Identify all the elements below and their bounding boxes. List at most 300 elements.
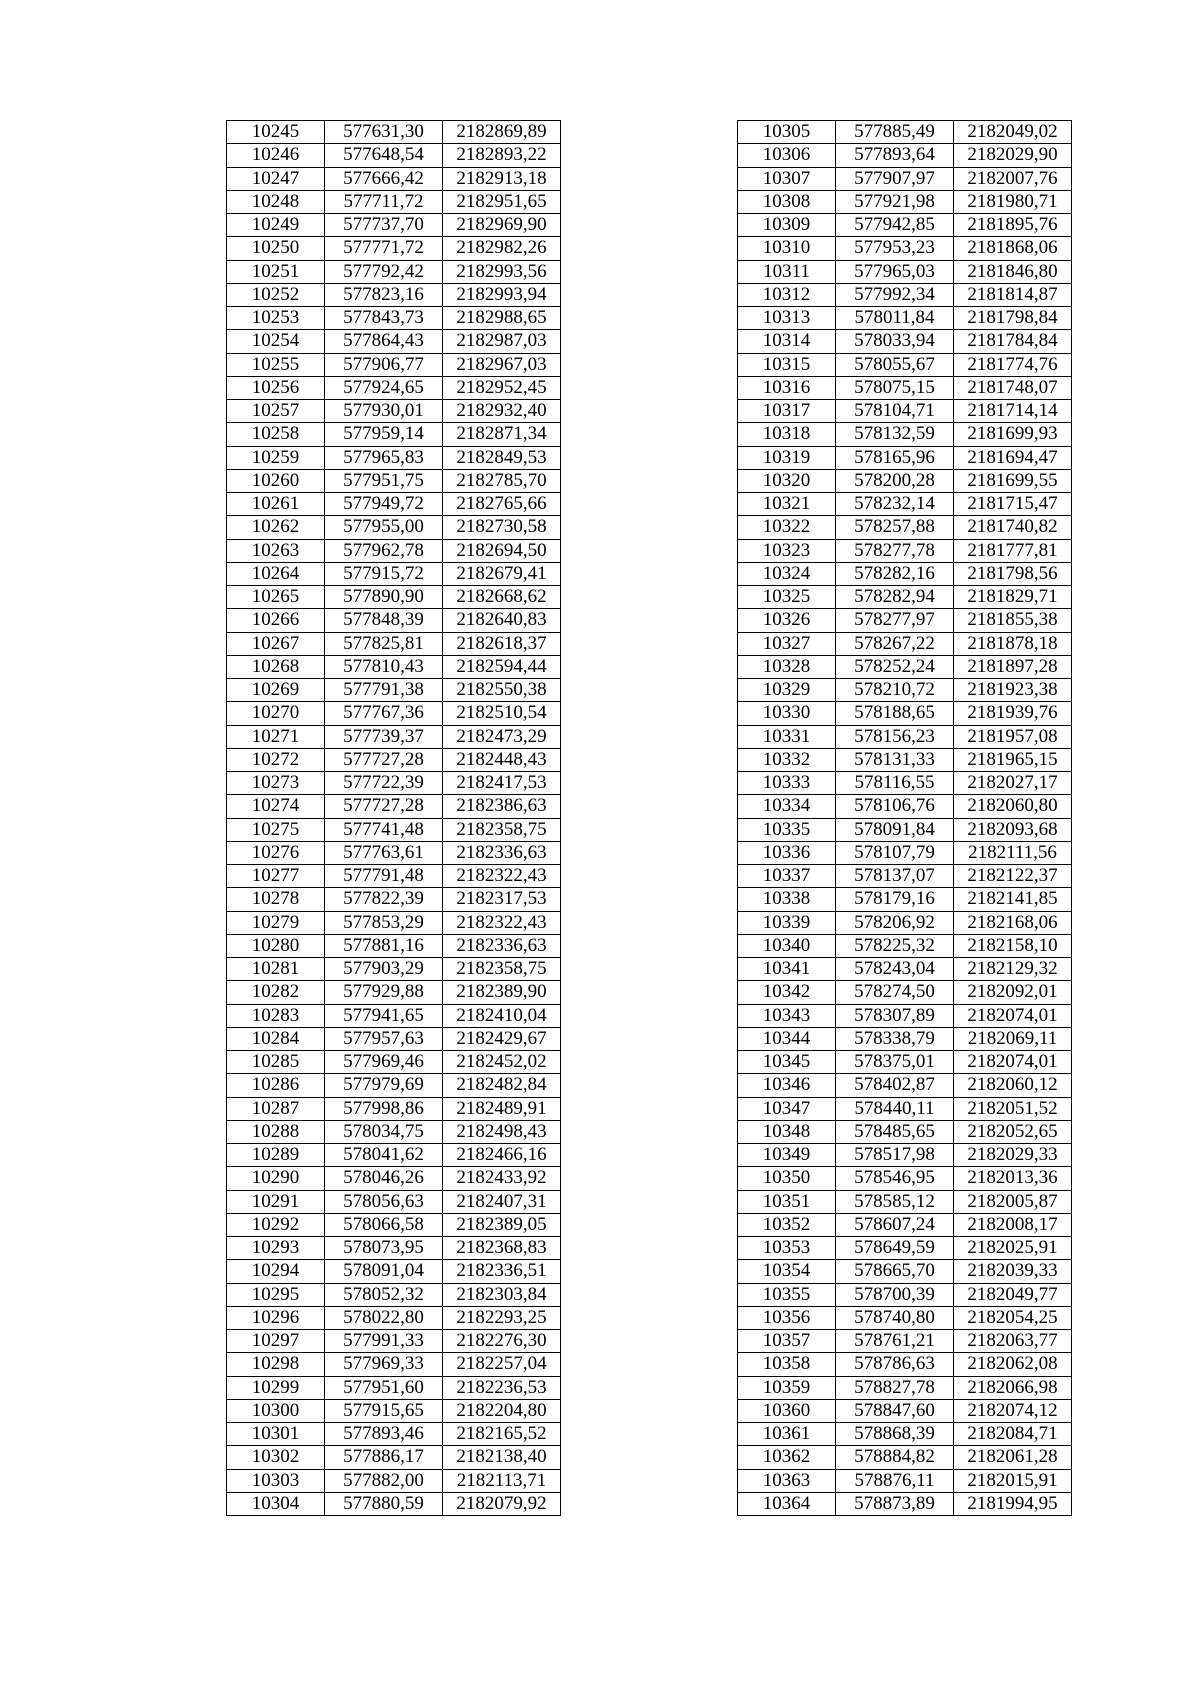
table-row xyxy=(738,1306,1072,1329)
point-number-cell: 10351 xyxy=(738,1190,836,1213)
y-coordinate-cell: 2182007,76 xyxy=(954,167,1072,190)
table-row xyxy=(227,981,561,1004)
point-number-cell: 10348 xyxy=(738,1120,836,1143)
point-number-cell: 10360 xyxy=(738,1399,836,1422)
x-coordinate-cell: 577886,17 xyxy=(325,1446,443,1469)
y-coordinate-cell: 2182165,52 xyxy=(443,1423,561,1446)
y-coordinate-cell: 2182982,26 xyxy=(443,237,561,260)
point-number-cell: 10263 xyxy=(227,539,325,562)
table-row xyxy=(227,283,561,306)
point-number-cell: 10282 xyxy=(227,981,325,1004)
x-coordinate-cell: 578075,15 xyxy=(836,376,954,399)
table-row xyxy=(227,888,561,911)
y-coordinate-cell: 2182550,38 xyxy=(443,679,561,702)
table-row xyxy=(738,911,1072,934)
point-number-cell: 10341 xyxy=(738,958,836,981)
table-row xyxy=(227,1004,561,1027)
y-coordinate-cell: 2182005,87 xyxy=(954,1190,1072,1213)
x-coordinate-cell: 577771,72 xyxy=(325,237,443,260)
y-coordinate-cell: 2182969,90 xyxy=(443,214,561,237)
point-number-cell: 10261 xyxy=(227,493,325,516)
point-number-cell: 10326 xyxy=(738,609,836,632)
x-coordinate-cell: 577631,30 xyxy=(325,121,443,144)
point-number-cell: 10359 xyxy=(738,1376,836,1399)
y-coordinate-cell: 2182336,51 xyxy=(443,1260,561,1283)
table-row xyxy=(227,1213,561,1236)
point-number-cell: 10305 xyxy=(738,121,836,144)
y-coordinate-cell: 2182640,83 xyxy=(443,609,561,632)
table-row xyxy=(738,702,1072,725)
y-coordinate-cell: 2182498,43 xyxy=(443,1120,561,1143)
table-row xyxy=(738,1283,1072,1306)
point-number-cell: 10259 xyxy=(227,446,325,469)
table-row xyxy=(227,1190,561,1213)
table-row xyxy=(227,655,561,678)
table-row xyxy=(738,144,1072,167)
x-coordinate-cell: 577880,59 xyxy=(325,1492,443,1515)
point-number-cell: 10276 xyxy=(227,841,325,864)
y-coordinate-cell: 2181740,82 xyxy=(954,516,1072,539)
point-number-cell: 10330 xyxy=(738,702,836,725)
y-coordinate-cell: 2181939,76 xyxy=(954,702,1072,725)
x-coordinate-cell: 578107,79 xyxy=(836,841,954,864)
y-coordinate-cell: 2181897,28 xyxy=(954,655,1072,678)
y-coordinate-cell: 2182679,41 xyxy=(443,562,561,585)
table-row xyxy=(227,865,561,888)
table-row xyxy=(227,307,561,330)
y-coordinate-cell: 2182389,90 xyxy=(443,981,561,1004)
x-coordinate-cell: 578210,72 xyxy=(836,679,954,702)
y-coordinate-cell: 2182849,53 xyxy=(443,446,561,469)
y-coordinate-cell: 2182410,04 xyxy=(443,1004,561,1027)
y-coordinate-cell: 2182025,91 xyxy=(954,1237,1072,1260)
y-coordinate-cell: 2182129,32 xyxy=(954,958,1072,981)
table-row xyxy=(227,1469,561,1492)
table-row xyxy=(227,1423,561,1446)
table-row xyxy=(227,586,561,609)
point-number-cell: 10245 xyxy=(227,121,325,144)
table-row xyxy=(738,1051,1072,1074)
table-row xyxy=(227,353,561,376)
y-coordinate-cell: 2182276,30 xyxy=(443,1330,561,1353)
y-coordinate-cell: 2181714,14 xyxy=(954,400,1072,423)
y-coordinate-cell: 2181715,47 xyxy=(954,493,1072,516)
point-number-cell: 10256 xyxy=(227,376,325,399)
y-coordinate-cell: 2182052,65 xyxy=(954,1120,1072,1143)
table-row xyxy=(227,934,561,957)
y-coordinate-cell: 2182257,04 xyxy=(443,1353,561,1376)
y-coordinate-cell: 2182204,80 xyxy=(443,1399,561,1422)
x-coordinate-cell: 577737,70 xyxy=(325,214,443,237)
point-number-cell: 10325 xyxy=(738,586,836,609)
table-row xyxy=(227,1097,561,1120)
table-row xyxy=(227,1306,561,1329)
table-row xyxy=(738,679,1072,702)
table-row xyxy=(738,1144,1072,1167)
point-number-cell: 10356 xyxy=(738,1306,836,1329)
point-number-cell: 10337 xyxy=(738,865,836,888)
y-coordinate-cell: 2182869,89 xyxy=(443,121,561,144)
point-number-cell: 10268 xyxy=(227,655,325,678)
point-number-cell: 10280 xyxy=(227,934,325,957)
x-coordinate-cell: 578033,94 xyxy=(836,330,954,353)
point-number-cell: 10316 xyxy=(738,376,836,399)
x-coordinate-cell: 577791,38 xyxy=(325,679,443,702)
x-coordinate-cell: 577903,29 xyxy=(325,958,443,981)
y-coordinate-cell: 2182932,40 xyxy=(443,400,561,423)
point-number-cell: 10271 xyxy=(227,725,325,748)
table-row xyxy=(738,307,1072,330)
y-coordinate-cell: 2182993,56 xyxy=(443,260,561,283)
point-number-cell: 10303 xyxy=(227,1469,325,1492)
point-number-cell: 10296 xyxy=(227,1306,325,1329)
x-coordinate-cell: 578277,97 xyxy=(836,609,954,632)
point-number-cell: 10267 xyxy=(227,632,325,655)
x-coordinate-cell: 577921,98 xyxy=(836,190,954,213)
x-coordinate-cell: 578232,14 xyxy=(836,493,954,516)
x-coordinate-cell: 577942,85 xyxy=(836,214,954,237)
x-coordinate-cell: 577881,16 xyxy=(325,934,443,957)
point-number-cell: 10290 xyxy=(227,1167,325,1190)
point-number-cell: 10265 xyxy=(227,586,325,609)
table-row xyxy=(227,911,561,934)
y-coordinate-cell: 2181846,80 xyxy=(954,260,1072,283)
y-coordinate-cell: 2181994,95 xyxy=(954,1492,1072,1515)
table-row xyxy=(738,818,1072,841)
point-number-cell: 10258 xyxy=(227,423,325,446)
point-number-cell: 10284 xyxy=(227,1027,325,1050)
x-coordinate-cell: 577825,81 xyxy=(325,632,443,655)
y-coordinate-cell: 2182452,02 xyxy=(443,1051,561,1074)
x-coordinate-cell: 577648,54 xyxy=(325,144,443,167)
y-coordinate-cell: 2182482,84 xyxy=(443,1074,561,1097)
table-row xyxy=(738,400,1072,423)
table-row xyxy=(738,795,1072,818)
table-row xyxy=(227,795,561,818)
y-coordinate-cell: 2182322,43 xyxy=(443,865,561,888)
table-row xyxy=(227,1260,561,1283)
x-coordinate-cell: 578876,11 xyxy=(836,1469,954,1492)
table-row xyxy=(738,981,1072,1004)
table-row xyxy=(738,1213,1072,1236)
y-coordinate-cell: 2182079,92 xyxy=(443,1492,561,1515)
point-number-cell: 10270 xyxy=(227,702,325,725)
table-row xyxy=(227,260,561,283)
y-coordinate-cell: 2182015,91 xyxy=(954,1469,1072,1492)
table-row xyxy=(227,330,561,353)
y-coordinate-cell: 2181855,38 xyxy=(954,609,1072,632)
x-coordinate-cell: 578827,78 xyxy=(836,1376,954,1399)
table-row xyxy=(227,702,561,725)
y-coordinate-cell: 2182158,10 xyxy=(954,934,1072,957)
table-row xyxy=(227,748,561,771)
point-number-cell: 10298 xyxy=(227,1353,325,1376)
x-coordinate-cell: 578440,11 xyxy=(836,1097,954,1120)
y-coordinate-cell: 2182358,75 xyxy=(443,818,561,841)
y-coordinate-cell: 2181694,47 xyxy=(954,446,1072,469)
point-number-cell: 10306 xyxy=(738,144,836,167)
y-coordinate-cell: 2181774,76 xyxy=(954,353,1072,376)
x-coordinate-cell: 577915,72 xyxy=(325,562,443,585)
y-coordinate-cell: 2181699,93 xyxy=(954,423,1072,446)
point-number-cell: 10288 xyxy=(227,1120,325,1143)
table-row xyxy=(227,423,561,446)
x-coordinate-cell: 578104,71 xyxy=(836,400,954,423)
x-coordinate-cell: 577882,00 xyxy=(325,1469,443,1492)
point-number-cell: 10336 xyxy=(738,841,836,864)
coordinates-table-right xyxy=(737,120,1072,1516)
y-coordinate-cell: 2182062,08 xyxy=(954,1353,1072,1376)
y-coordinate-cell: 2182694,50 xyxy=(443,539,561,562)
x-coordinate-cell: 577929,88 xyxy=(325,981,443,1004)
table-row xyxy=(738,167,1072,190)
point-number-cell: 10289 xyxy=(227,1144,325,1167)
y-coordinate-cell: 2182111,56 xyxy=(954,841,1072,864)
point-number-cell: 10279 xyxy=(227,911,325,934)
x-coordinate-cell: 578116,55 xyxy=(836,772,954,795)
y-coordinate-cell: 2182092,01 xyxy=(954,981,1072,1004)
point-number-cell: 10338 xyxy=(738,888,836,911)
y-coordinate-cell: 2182368,83 xyxy=(443,1237,561,1260)
point-number-cell: 10315 xyxy=(738,353,836,376)
y-coordinate-cell: 2181895,76 xyxy=(954,214,1072,237)
y-coordinate-cell: 2182618,37 xyxy=(443,632,561,655)
x-coordinate-cell: 578375,01 xyxy=(836,1051,954,1074)
y-coordinate-cell: 2182060,12 xyxy=(954,1074,1072,1097)
x-coordinate-cell: 578546,95 xyxy=(836,1167,954,1190)
point-number-cell: 10328 xyxy=(738,655,836,678)
point-number-cell: 10313 xyxy=(738,307,836,330)
table-row xyxy=(738,493,1072,516)
x-coordinate-cell: 578156,23 xyxy=(836,725,954,748)
y-coordinate-cell: 2182141,85 xyxy=(954,888,1072,911)
point-number-cell: 10278 xyxy=(227,888,325,911)
table-row xyxy=(227,539,561,562)
point-number-cell: 10246 xyxy=(227,144,325,167)
x-coordinate-cell: 577823,16 xyxy=(325,283,443,306)
table-row xyxy=(738,1492,1072,1515)
point-number-cell: 10314 xyxy=(738,330,836,353)
point-number-cell: 10297 xyxy=(227,1330,325,1353)
table-row xyxy=(738,655,1072,678)
y-coordinate-cell: 2182061,28 xyxy=(954,1446,1072,1469)
table-row xyxy=(227,609,561,632)
y-coordinate-cell: 2182293,25 xyxy=(443,1306,561,1329)
y-coordinate-cell: 2181878,18 xyxy=(954,632,1072,655)
x-coordinate-cell: 578243,04 xyxy=(836,958,954,981)
y-coordinate-cell: 2182074,01 xyxy=(954,1004,1072,1027)
x-coordinate-cell: 578252,24 xyxy=(836,655,954,678)
point-number-cell: 10317 xyxy=(738,400,836,423)
point-number-cell: 10299 xyxy=(227,1376,325,1399)
y-coordinate-cell: 2181798,56 xyxy=(954,562,1072,585)
y-coordinate-cell: 2182013,36 xyxy=(954,1167,1072,1190)
point-number-cell: 10302 xyxy=(227,1446,325,1469)
x-coordinate-cell: 577893,46 xyxy=(325,1423,443,1446)
table-row xyxy=(738,353,1072,376)
x-coordinate-cell: 578402,87 xyxy=(836,1074,954,1097)
table-row xyxy=(738,539,1072,562)
table-row xyxy=(227,1051,561,1074)
point-number-cell: 10346 xyxy=(738,1074,836,1097)
point-number-cell: 10272 xyxy=(227,748,325,771)
table-row xyxy=(738,562,1072,585)
x-coordinate-cell: 577791,48 xyxy=(325,865,443,888)
x-coordinate-cell: 578847,60 xyxy=(836,1399,954,1422)
table-row xyxy=(738,1167,1072,1190)
x-coordinate-cell: 578091,84 xyxy=(836,818,954,841)
point-number-cell: 10283 xyxy=(227,1004,325,1027)
y-coordinate-cell: 2182322,43 xyxy=(443,911,561,934)
y-coordinate-cell: 2182084,71 xyxy=(954,1423,1072,1446)
point-number-cell: 10249 xyxy=(227,214,325,237)
y-coordinate-cell: 2182168,06 xyxy=(954,911,1072,934)
table-row xyxy=(227,144,561,167)
x-coordinate-cell: 577666,42 xyxy=(325,167,443,190)
point-number-cell: 10318 xyxy=(738,423,836,446)
point-number-cell: 10248 xyxy=(227,190,325,213)
table-row xyxy=(738,934,1072,957)
y-coordinate-cell: 2181784,84 xyxy=(954,330,1072,353)
x-coordinate-cell: 577930,01 xyxy=(325,400,443,423)
table-row xyxy=(738,1446,1072,1469)
x-coordinate-cell: 577848,39 xyxy=(325,609,443,632)
point-number-cell: 10340 xyxy=(738,934,836,957)
point-number-cell: 10307 xyxy=(738,167,836,190)
y-coordinate-cell: 2182122,37 xyxy=(954,865,1072,888)
x-coordinate-cell: 578066,58 xyxy=(325,1213,443,1236)
x-coordinate-cell: 577843,73 xyxy=(325,307,443,330)
table-row xyxy=(738,1074,1072,1097)
point-number-cell: 10300 xyxy=(227,1399,325,1422)
x-coordinate-cell: 577767,36 xyxy=(325,702,443,725)
x-coordinate-cell: 578868,39 xyxy=(836,1423,954,1446)
y-coordinate-cell: 2182358,75 xyxy=(443,958,561,981)
y-coordinate-cell: 2182785,70 xyxy=(443,469,561,492)
y-coordinate-cell: 2181777,81 xyxy=(954,539,1072,562)
table-row xyxy=(227,1027,561,1050)
point-number-cell: 10349 xyxy=(738,1144,836,1167)
table-row xyxy=(227,1353,561,1376)
y-coordinate-cell: 2182074,12 xyxy=(954,1399,1072,1422)
x-coordinate-cell: 578607,24 xyxy=(836,1213,954,1236)
table-row xyxy=(738,237,1072,260)
x-coordinate-cell: 578011,84 xyxy=(836,307,954,330)
x-coordinate-cell: 577853,29 xyxy=(325,911,443,934)
x-coordinate-cell: 578046,26 xyxy=(325,1167,443,1190)
x-coordinate-cell: 578485,65 xyxy=(836,1120,954,1143)
point-number-cell: 10345 xyxy=(738,1051,836,1074)
y-coordinate-cell: 2182236,53 xyxy=(443,1376,561,1399)
table-row xyxy=(738,865,1072,888)
x-coordinate-cell: 578188,65 xyxy=(836,702,954,725)
table-row xyxy=(738,609,1072,632)
x-coordinate-cell: 578517,98 xyxy=(836,1144,954,1167)
table-row xyxy=(738,190,1072,213)
y-coordinate-cell: 2182027,17 xyxy=(954,772,1072,795)
point-number-cell: 10293 xyxy=(227,1237,325,1260)
table-row xyxy=(738,725,1072,748)
y-coordinate-cell: 2182417,53 xyxy=(443,772,561,795)
x-coordinate-cell: 577991,33 xyxy=(325,1330,443,1353)
x-coordinate-cell: 578073,95 xyxy=(325,1237,443,1260)
table-row xyxy=(227,958,561,981)
y-coordinate-cell: 2182317,53 xyxy=(443,888,561,911)
y-coordinate-cell: 2182029,33 xyxy=(954,1144,1072,1167)
x-coordinate-cell: 577969,33 xyxy=(325,1353,443,1376)
x-coordinate-cell: 577979,69 xyxy=(325,1074,443,1097)
point-number-cell: 10335 xyxy=(738,818,836,841)
table-row xyxy=(227,1144,561,1167)
x-coordinate-cell: 578225,32 xyxy=(836,934,954,957)
y-coordinate-cell: 2182987,03 xyxy=(443,330,561,353)
table-row xyxy=(227,772,561,795)
point-number-cell: 10354 xyxy=(738,1260,836,1283)
table-row xyxy=(738,423,1072,446)
point-number-cell: 10323 xyxy=(738,539,836,562)
y-coordinate-cell: 2182893,22 xyxy=(443,144,561,167)
table-row xyxy=(227,1120,561,1143)
table-row xyxy=(227,1446,561,1469)
y-coordinate-cell: 2182988,65 xyxy=(443,307,561,330)
point-number-cell: 10310 xyxy=(738,237,836,260)
table-row xyxy=(227,562,561,585)
y-coordinate-cell: 2182093,68 xyxy=(954,818,1072,841)
y-coordinate-cell: 2182993,94 xyxy=(443,283,561,306)
point-number-cell: 10251 xyxy=(227,260,325,283)
table-row xyxy=(738,330,1072,353)
x-coordinate-cell: 578022,80 xyxy=(325,1306,443,1329)
x-coordinate-cell: 578274,50 xyxy=(836,981,954,1004)
x-coordinate-cell: 577959,14 xyxy=(325,423,443,446)
table-row xyxy=(738,1190,1072,1213)
table-row xyxy=(738,376,1072,399)
point-number-cell: 10254 xyxy=(227,330,325,353)
y-coordinate-cell: 2182466,16 xyxy=(443,1144,561,1167)
y-coordinate-cell: 2181699,55 xyxy=(954,469,1072,492)
point-number-cell: 10301 xyxy=(227,1423,325,1446)
table-row xyxy=(227,121,561,144)
x-coordinate-cell: 577711,72 xyxy=(325,190,443,213)
x-coordinate-cell: 578884,82 xyxy=(836,1446,954,1469)
x-coordinate-cell: 578041,62 xyxy=(325,1144,443,1167)
y-coordinate-cell: 2182510,54 xyxy=(443,702,561,725)
point-number-cell: 10277 xyxy=(227,865,325,888)
y-coordinate-cell: 2182730,58 xyxy=(443,516,561,539)
point-number-cell: 10252 xyxy=(227,283,325,306)
point-number-cell: 10358 xyxy=(738,1353,836,1376)
table-row xyxy=(227,190,561,213)
point-number-cell: 10304 xyxy=(227,1492,325,1515)
point-number-cell: 10319 xyxy=(738,446,836,469)
y-coordinate-cell: 2181957,08 xyxy=(954,725,1072,748)
x-coordinate-cell: 578165,96 xyxy=(836,446,954,469)
point-number-cell: 10294 xyxy=(227,1260,325,1283)
y-coordinate-cell: 2182060,80 xyxy=(954,795,1072,818)
point-number-cell: 10274 xyxy=(227,795,325,818)
table-row xyxy=(227,1492,561,1515)
table-row xyxy=(738,1376,1072,1399)
x-coordinate-cell: 577893,64 xyxy=(836,144,954,167)
point-number-cell: 10344 xyxy=(738,1027,836,1050)
x-coordinate-cell: 578106,76 xyxy=(836,795,954,818)
x-coordinate-cell: 577722,39 xyxy=(325,772,443,795)
y-coordinate-cell: 2181923,38 xyxy=(954,679,1072,702)
x-coordinate-cell: 577992,34 xyxy=(836,283,954,306)
x-coordinate-cell: 577763,61 xyxy=(325,841,443,864)
y-coordinate-cell: 2181748,07 xyxy=(954,376,1072,399)
x-coordinate-cell: 577727,28 xyxy=(325,795,443,818)
